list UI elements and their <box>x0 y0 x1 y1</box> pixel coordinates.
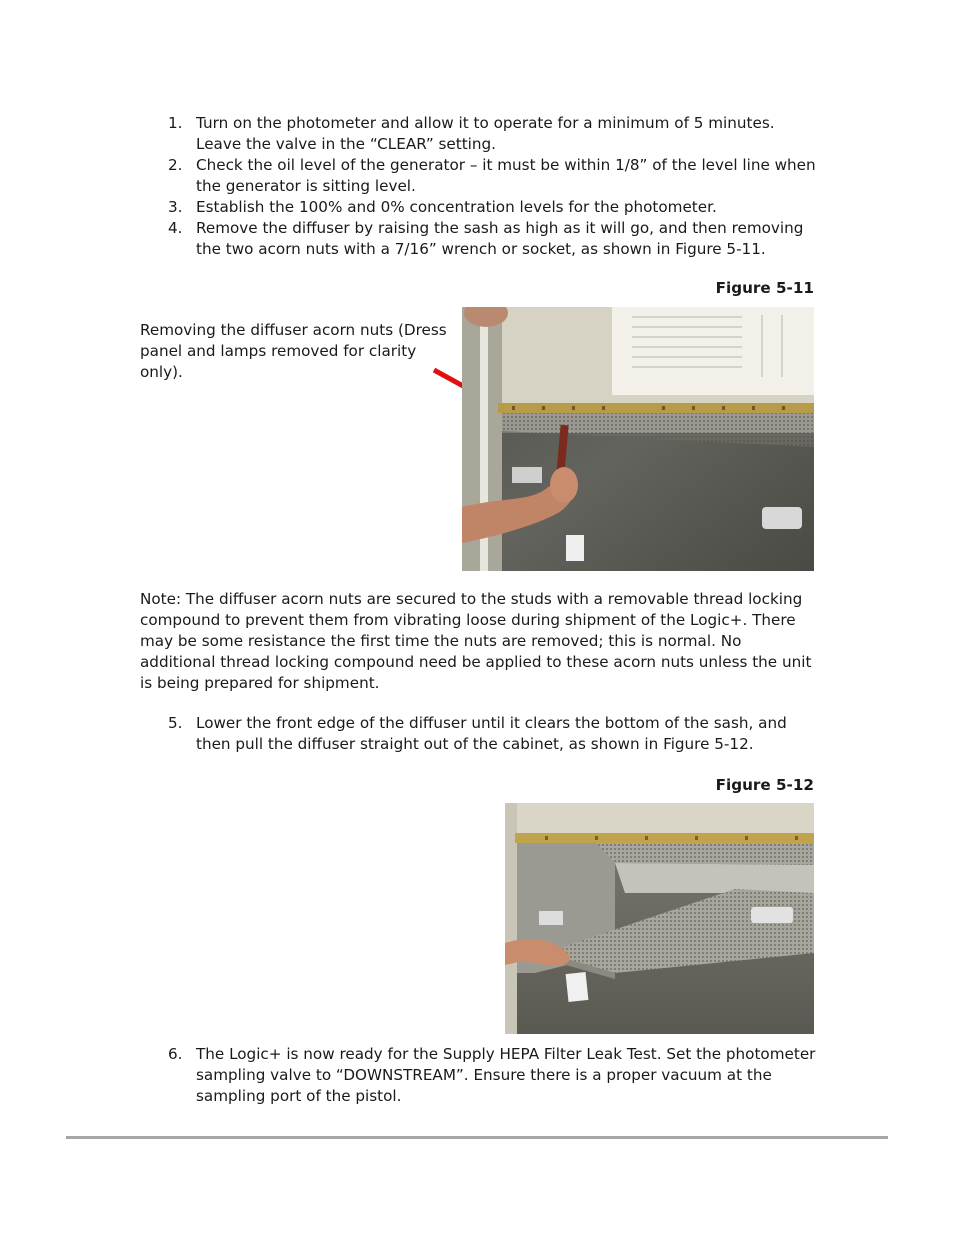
step-number: 4. <box>168 219 183 237</box>
figure-5-11-caption: Removing the diffuser acorn nuts (Dress panel and lamps removed for clarity only). <box>140 321 447 381</box>
step-text: Check the oil level of the generator – it must be within 1/8” of the level line when the generator is sitting level. <box>196 156 816 195</box>
step-text: Remove the diffuser by raising the sash as high as it will go, and then removing the two acorn nuts with a 7/16” wrench or socket, as shown in Figure 5-11. <box>196 219 804 258</box>
step-text: Turn on the photometer and allow it to operate for a minimum of 5 minutes. Leave the valve in the “CLEAR” setting. <box>196 114 775 153</box>
step-item <box>140 197 820 218</box>
figure-5-11-photo <box>462 307 814 571</box>
step-text: Lower the front edge of the diffuser until it clears the bottom of the sash, and then pull the diffuser straight out of the cabinet, as shown in Figure 5-12. <box>196 714 787 753</box>
step-number: 5. <box>168 714 183 732</box>
step-item <box>140 218 820 260</box>
instruction-step-5 <box>140 713 820 755</box>
step-number: 1. <box>168 114 183 132</box>
instruction-steps-1-4 <box>140 113 820 260</box>
note-paragraph: Note: The diffuser acorn nuts are secured to the studs with a removable thread locking compound to prevent them from vibrating loose during shipment of the Logic+. There may be some resistance the first time the nuts are removed; this is normal. No additional thread locking compound need be applied to these acorn nuts unless the unit is being prepared for shipment. <box>140 590 812 692</box>
step-number: 6. <box>168 1045 183 1063</box>
figure-5-11-label: Figure 5-11 <box>715 279 814 297</box>
step-number: 3. <box>168 198 183 216</box>
step-number: 2. <box>168 156 183 174</box>
figure-5-12-photo <box>505 803 814 1034</box>
step-item <box>140 113 820 155</box>
step-item <box>140 713 820 755</box>
step-item <box>140 1044 820 1107</box>
figure-5-12-label: Figure 5-12 <box>715 776 814 794</box>
step-text: The Logic+ is now ready for the Supply HEPA Filter Leak Test. Set the photometer sampling valve to “DOWNSTREAM”. Ensure there is a proper vacuum at the sampling port of the pistol. <box>196 1045 816 1105</box>
step-text: Establish the 100% and 0% concentration levels for the photometer. <box>196 198 717 216</box>
footer-divider <box>66 1136 888 1139</box>
step-item <box>140 155 820 197</box>
instruction-step-6 <box>140 1044 820 1107</box>
